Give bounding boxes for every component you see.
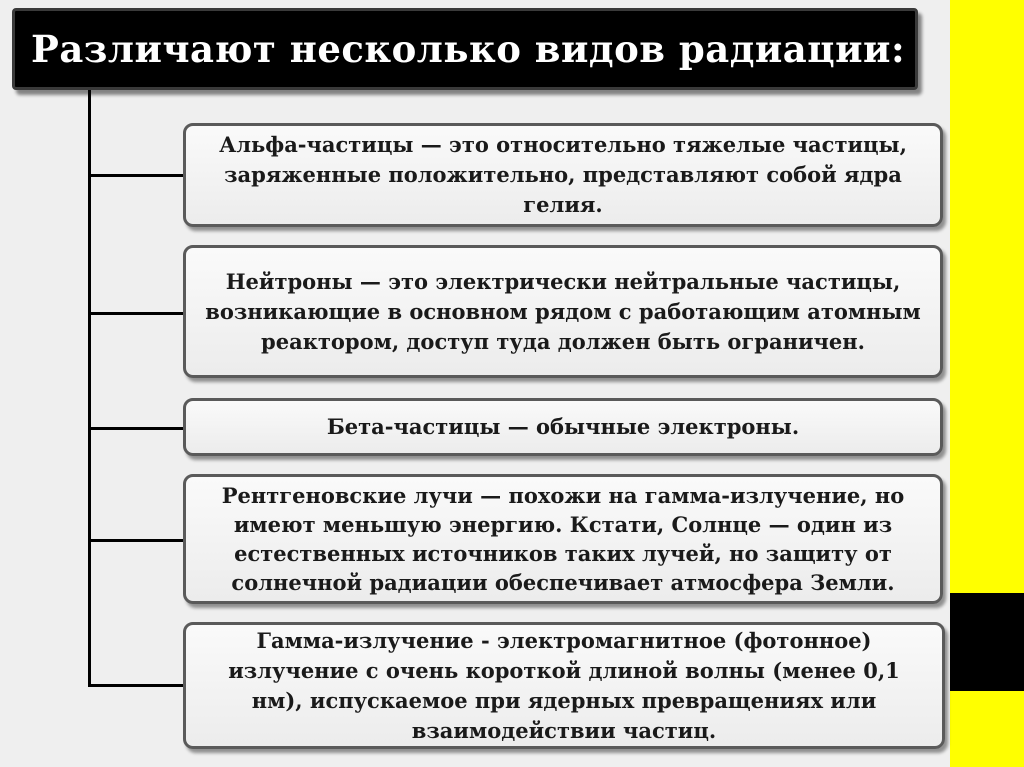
side-accent-black-band: [950, 593, 1024, 691]
box-xray-text: Рентгеновские лучи — похожи на гамма-излучение, но имеют меньшую энергию. Кстати, Солнце — один из естественных источников таких лучей, но защиту от солнечной радиации обеспечивает атмосфера Земли.: [221, 483, 905, 595]
box-beta-particles: [183, 398, 943, 456]
box-alpha-text: Альфа-частицы — это относительно тяжелые частицы, заряженные положительно, представляют собой ядра гелия.: [219, 132, 907, 217]
title-banner: [12, 8, 918, 90]
connector-branch-gamma: [88, 684, 184, 687]
box-beta-text: Бета-частицы — обычные электроны.: [326, 414, 800, 439]
connector-branch-alpha: [88, 174, 184, 177]
box-neutrons-text: Нейтроны — это электрически нейтральные частицы, возникающие в основном рядом с работающим атомным реактором, доступ туда должен быть ограничен.: [205, 268, 921, 354]
box-gamma-text: Гамма-излучение - электромагнитное (фотонное) излучение с очень короткой длиной волны (менее 0,1 нм), испускаемое при ядерных превращениях или взаимодействии частиц.: [228, 627, 900, 743]
connector-branch-neutrons: [88, 312, 184, 315]
side-accent-strip: [950, 0, 1024, 767]
box-gamma-radiation: [183, 622, 945, 749]
connector-branch-xray: [88, 539, 184, 542]
slide-title: Различают несколько видов радиации:: [31, 27, 906, 71]
connector-trunk: [88, 90, 91, 685]
box-alpha-particles: [183, 123, 943, 227]
box-x-rays: [183, 474, 943, 604]
box-neutrons: [183, 245, 943, 378]
connector-branch-beta: [88, 427, 184, 430]
